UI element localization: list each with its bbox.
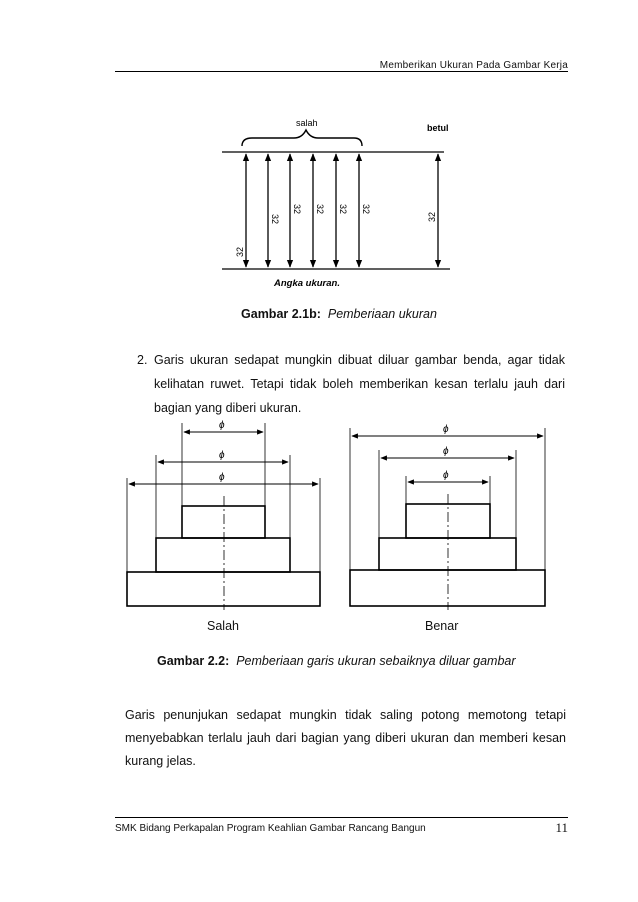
list-item-number: 2. <box>137 353 148 367</box>
figure1-label-angka: Angka ukuran. <box>274 278 340 289</box>
block-bottom-left <box>127 572 320 606</box>
header-rule <box>115 71 568 72</box>
dim-number: 32 <box>338 204 348 215</box>
diameter-symbol: ϕ <box>219 472 225 483</box>
block-middle-left <box>156 538 290 572</box>
dim-number: 32 <box>361 204 371 215</box>
figure-dimension-numbers <box>222 112 454 292</box>
figure1-label-salah: salah <box>296 118 318 128</box>
brace <box>242 130 362 146</box>
block-middle-right <box>379 538 516 570</box>
figure-dimension-placement <box>120 420 550 615</box>
diameter-symbol: ϕ <box>443 424 449 435</box>
diameter-symbol: ϕ <box>219 450 225 461</box>
footer-rule <box>115 817 568 818</box>
figure2-label-salah: Salah <box>207 619 239 633</box>
dim-number: 32 <box>270 214 280 225</box>
diameter-symbol: ϕ <box>443 446 449 457</box>
header-title: Memberikan Ukuran Pada Gambar Kerja <box>379 60 568 71</box>
caption-figure-2-1b <box>0 307 638 321</box>
figure1-label-betul: betul <box>427 123 449 133</box>
diameter-symbol: ϕ <box>219 420 225 431</box>
body-paragraph: Garis penunjukan sedapat mungkin tidak saling potong memotong tetapi menyebabkan terlalu jauh dari bagian yang diberi ukuran dan memberi kesan kurang jelas. <box>125 708 566 768</box>
caption2-label: Gambar 2.2: <box>157 654 230 668</box>
dim-number: 32 <box>292 204 302 215</box>
page-number: 11 <box>555 820 568 835</box>
block-top-left <box>182 506 265 538</box>
caption1-label: Gambar 2.1b: <box>241 307 321 321</box>
dim-number: 32 <box>427 211 437 222</box>
list-item-2 <box>137 348 565 420</box>
caption-figure-2-2 <box>157 654 516 668</box>
caption1-text: Pemberiaan ukuran <box>327 307 437 321</box>
diameter-symbol: ϕ <box>443 470 449 481</box>
block-bottom-right <box>350 570 545 606</box>
caption2-text: Pemberiaan garis ukuran sebaiknya diluar gambar <box>236 654 516 668</box>
figure2-label-benar: Benar <box>425 619 459 633</box>
footer-text: SMK Bidang Perkapalan Program Keahlian Gambar Rancang Bangun <box>115 823 426 834</box>
dim-number: 32 <box>315 204 325 215</box>
list-item-text: Garis ukuran sedapat mungkin dibuat diluar gambar benda, agar tidak kelihatan ruwet. Tetapi tidak boleh memberikan kesan terlalu jauh dari bagian yang diberi ukuran. <box>154 353 565 415</box>
dim-number: 32 <box>235 246 245 257</box>
